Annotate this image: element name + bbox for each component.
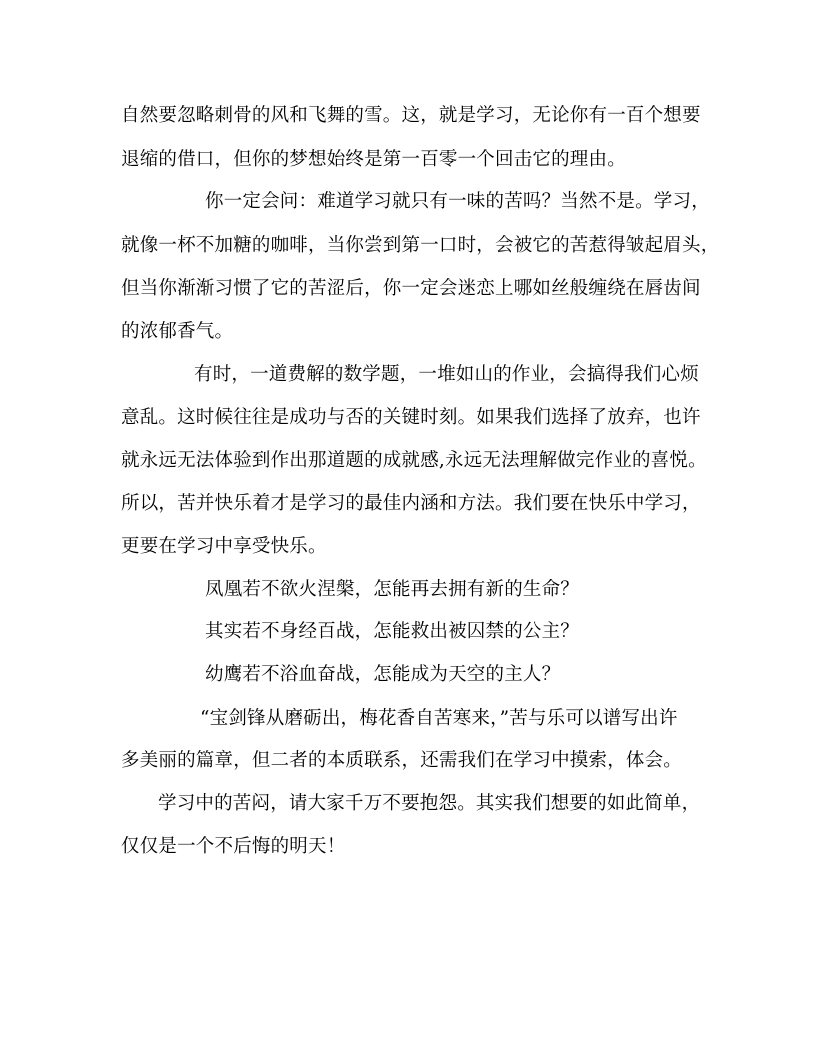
text-line: 但当你渐渐习惯了它的苦涩后，你一定会迷恋上哪如丝般缠绕在唇齿间	[121, 278, 701, 299]
text-line: 你一定会问：难道学习就只有一味的苦吗？当然不是。学习，	[205, 191, 710, 212]
text-line: 意乱。这时候往往是成功与否的关键时刻。如果我们选择了放弃，也许	[121, 407, 701, 428]
text-line: 就像一杯不加糖的咖啡，当你尝到第一口时，会被它的苦惹得皱起眉头，	[121, 235, 720, 256]
text-line: 自然要忽略刺骨的风和飞舞的雪。这，就是学习，无论你有一百个想要	[121, 105, 701, 126]
text-line: 仅仅是一个不后悔的明天！	[121, 836, 346, 857]
text-line: 学习中的苦闷，请大家千万不要抱怨。其实我们想要的如此简单，	[158, 793, 701, 814]
text-line: 退缩的借口，但你的梦想始终是第一百零一个回击它的理由。	[121, 149, 626, 170]
poem-line: 其实若不身经百战，怎能救出被囚禁的公主？	[205, 621, 580, 642]
text-line: “宝剑锋从磨砺出，梅花香自苦寒来，”苦与乐可以谱写出许	[200, 708, 678, 729]
text-line: 就永远无法体验到作出那道题的成就感,永远无法理解做完作业的喜悦。	[121, 450, 707, 471]
text-line: 有时，一道费解的数学题，一堆如山的作业，会搞得我们心烦	[194, 364, 699, 385]
poem-line: 凤凰若不欲火涅槃，怎能再去拥有新的生命？	[205, 579, 580, 600]
text-line: 多美丽的篇章，但二者的本质联系，还需我们在学习中摸索，体会。	[121, 750, 683, 771]
text-line: 所以，苦并快乐着才是学习的最佳内涵和方法。我们要在快乐中学习，	[121, 493, 701, 514]
text-line: 的浓郁香气。	[121, 321, 234, 342]
poem-line: 幼鹰若不浴血奋战，怎能成为天空的主人？	[205, 664, 561, 685]
text-line: 更要在学习中享受快乐。	[121, 536, 327, 557]
